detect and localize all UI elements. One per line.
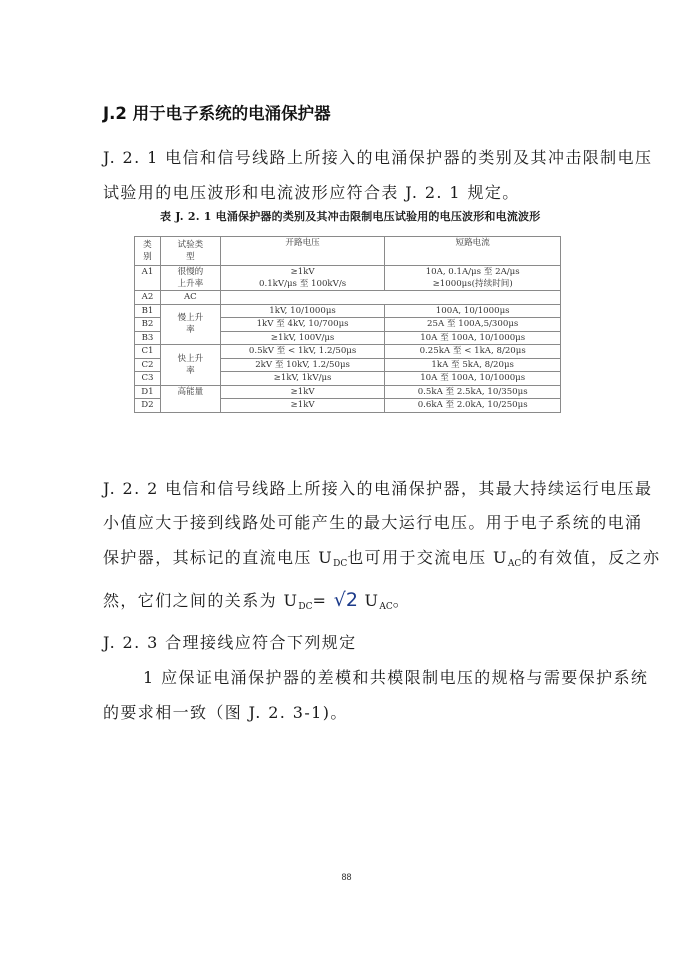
cell-voltage: 2kV 至 10kV, 1.2/50μs [220,358,385,372]
paragraph-j22-line2: 小值应大于接到线路处可能产生的最大运行电压。用于电子系统的电涌 [103,513,643,532]
header-test-type: 试验类 型 [160,237,220,266]
cell-voltage: 0.5kV 至 < 1kV, 1.2/50μs [220,345,385,359]
paragraph-j22-line3: 保护器，其标记的直流电压 $U_{DC}$也可用于交流电压 $U_{AC}$的有效值，反之亦 [103,548,661,569]
cell-category: D2 [135,399,161,413]
cell-category: C3 [135,372,161,386]
table-row [135,345,561,359]
cell-category: C2 [135,358,161,372]
cell-category: B2 [135,318,161,332]
cell-voltage: ≥1kV, 1kV/μs [220,372,385,386]
cell-current: 1kA 至 5kA, 8/20μs [385,358,561,372]
cell-voltage: ≥1kV [220,385,385,399]
sqrt-two-symbol: √2 [333,589,358,611]
cell-category: A2 [135,291,161,305]
cell-test-type: 很慢的 上升率 [160,266,220,291]
cell-voltage: ≥1kV 0.1kV/μs 至 100kV/s [220,266,385,291]
paragraph-j22-line1: J. 2. 2 电信和信号线路上所接入的电涌保护器，其最大持续运行电压最 [103,479,653,498]
cell-category: A1 [135,266,161,291]
cell-empty [220,291,560,305]
cell-current: 10A 至 100A, 10/1000μs [385,331,561,345]
cell-current: 0.25kA 至 < 1kA, 8/20μs [385,345,561,359]
cell-category: D1 [135,385,161,399]
cell-current: 10A 至 100A, 10/1000μs [385,372,561,386]
cell-category: C1 [135,345,161,359]
cell-current: 10A, 0.1A/μs 至 2A/μs ≥1000μs(持续时间) [385,266,561,291]
cell-current: 25A 至 100A,5/300μs [385,318,561,332]
cell-current: 0.5kA 至 2.5kA, 10/350μs [385,385,561,399]
cell-voltage: 1kV, 10/1000μs [220,304,385,318]
paragraph-item1-line1: 1 应保证电涌保护器的差模和共模限制电压的规格与需要保护系统 [143,668,649,687]
header-open-circuit-voltage: 开路电压 [220,237,385,266]
section-heading: J.2 用于电子系统的电涌保护器 [103,104,331,123]
cell-test-type: 慢上升 率 [160,304,220,345]
cell-current: 0.6kA 至 2.0kA, 10/250μs [385,399,561,413]
cell-category: B1 [135,304,161,318]
table-row [135,266,561,291]
spec-table [134,236,561,413]
table-caption: 表 J. 2. 1 电涌保护器的类别及其冲击限制电压试验用的电压波形和电流波形 [160,210,541,223]
paragraph-item1-line2: 的要求相一致（图 J. 2. 3-1)。 [103,703,348,722]
paragraph-j21-line2: 试验用的电压波形和电流波形应符合表 J. 2. 1 规定。 [103,183,520,202]
cell-test-type: 快上升 率 [160,345,220,386]
page-number: 88 [341,872,352,882]
table-header-row [135,237,561,266]
cell-voltage: ≥1kV [220,399,385,413]
cell-category: B3 [135,331,161,345]
cell-test-type: 高能量 [160,385,220,412]
cell-voltage: ≥1kV, 100V/μs [220,331,385,345]
paragraph-j23: J. 2. 3 合理接线应符合下列规定 [103,633,357,652]
table-row [135,385,561,399]
paragraph-j21-line1: J. 2. 1 电信和信号线路上所接入的电涌保护器的类别及其冲击限制电压 [103,148,653,167]
cell-voltage: 1kV 至 4kV, 10/700μs [220,318,385,332]
cell-current: 100A, 10/1000μs [385,304,561,318]
table-row [135,291,561,305]
paragraph-j22-line4: 然，它们之间的关系为 $U_{DC}= √2$ $U_{AC}$。 [103,589,411,612]
header-category: 类 别 [135,237,161,266]
header-short-circuit-current: 短路电流 [385,237,561,266]
table-row [135,304,561,318]
cell-test-type: AC [160,291,220,305]
